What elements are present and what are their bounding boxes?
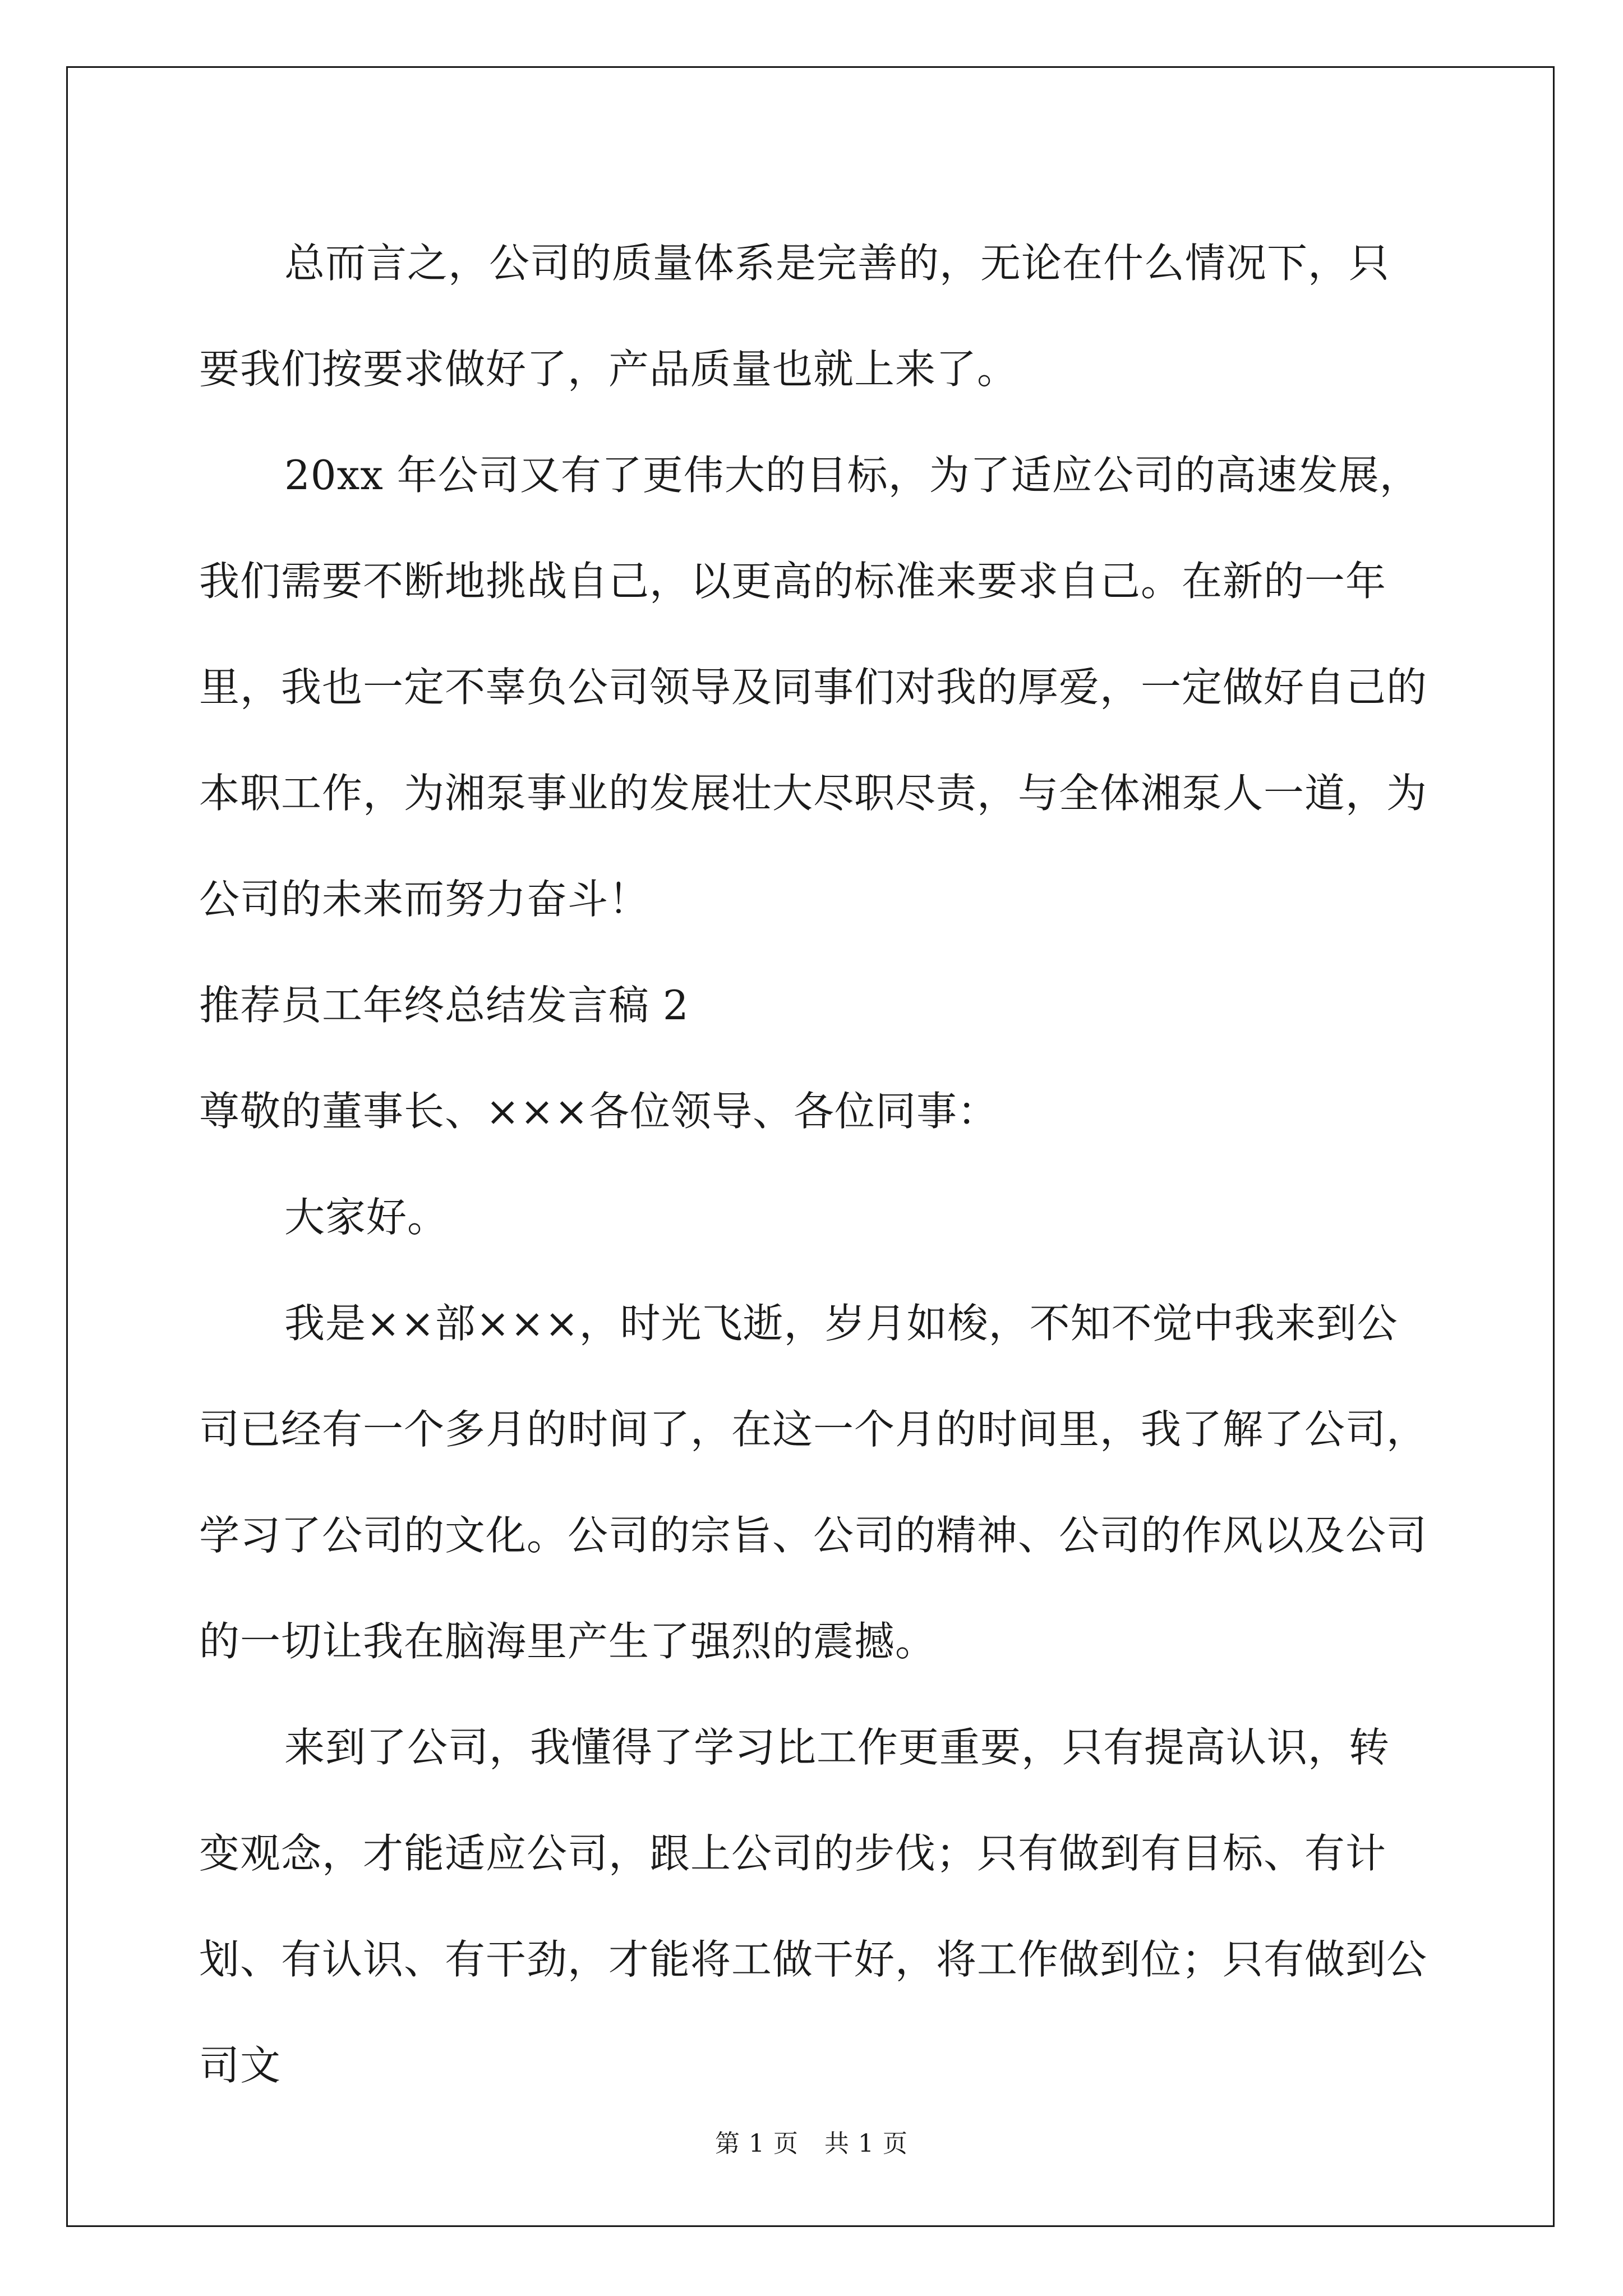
document-body <box>199 210 1430 2119</box>
salutation: 尊敬的董事长、×××各位领导、各位同事： <box>199 1088 998 1135</box>
section-heading: 推荐员工年终总结发言稿 2 <box>199 982 689 1029</box>
page-number: 第 1 页 <box>715 2129 799 2158</box>
paragraph-introduction: 我是××部×××，时光飞逝，岁月如梭，不知不觉中我来到公司已经有一个多月的时间了，在这一个月的时间里，我了解了公司，学习了公司的文化。公司的宗旨、公司的精神、公司的作风以及公司的一切让我在脑海里产生了强烈的震撼。 <box>199 1300 1428 1665</box>
paragraph-learning: 来到了公司，我懂得了学习比工作更重要，只有提高认识，转变观念，才能适应公司，跟上公司的步伐；只有做到有目标、有计划、有认识、有干劲，才能将工做干好，将工作做到位；只有做到公司文 <box>199 1724 1428 2089</box>
page-total: 共 1 页 <box>824 2129 908 2158</box>
paragraph-new-year-goals: 20xx 年公司又有了更伟大的目标，为了适应公司的高速发展，我们需要不断地挑战自己，以更高的标准来要求自己。在新的一年里，我也一定不辜负公司领导及同事们对我的厚爱，一定做好自己的本职工作，为湘泵事业的发展壮大尽职尽责，与全体湘泵人一道，为公司的未来而努力奋斗！ <box>199 452 1428 923</box>
page-footer <box>0 2127 1623 2161</box>
greeting: 大家好。 <box>284 1194 449 1241</box>
paragraph-quality-summary: 总而言之，公司的质量体系是完善的，无论在什么情况下，只要我们按要求做好了，产品质量也就上来了。 <box>199 240 1390 393</box>
